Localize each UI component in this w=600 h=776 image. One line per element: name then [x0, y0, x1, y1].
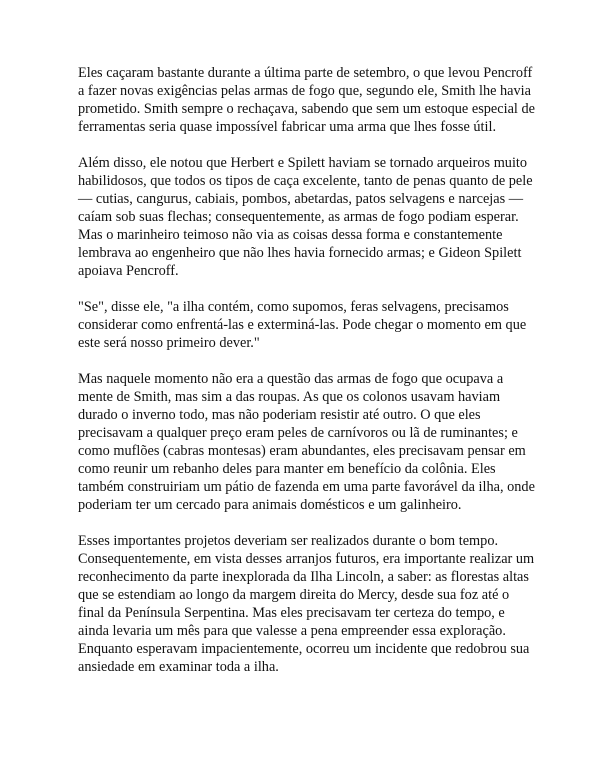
paragraph-1: Eles caçaram bastante durante a última parte de setembro, o que levou Pencroff a fazer novas exigências pelas armas de fogo que, segundo ele, Smith lhe havia prometido. Smith sempre o rechaçava, sabendo que sem um estoque especial de ferramentas seria quase impossível fabricar uma arma que lhes fosse útil.	[78, 65, 535, 135]
paragraph-3: "Se", disse ele, "a ilha contém, como supomos, feras selvagens, precisamos considerar como enfrentá-las e exterminá-las. Pode chegar o momento em que este será nosso primeiro dever."	[78, 299, 527, 351]
document-page	[78, 64, 538, 694]
paragraph-2: Além disso, ele notou que Herbert e Spilett haviam se tornado arqueiros muito habilidosos, que todos os tipos de caça excelente, tanto de penas quanto de pele — cutias, cangurus, cabiais, pombos, abetardas, patos selvagens e narcejas — caíam sob suas flechas; consequentemente, as armas de fogo podiam esperar. Mas o marinheiro teimoso não via as coisas dessa forma e constantemente lembrava ao engenheiro que não lhes havia fornecido armas; e Gideon Spilett apoiava Pencroff.	[78, 155, 533, 279]
paragraph-4: Mas naquele momento não era a questão das armas de fogo que ocupava a mente de Smith, mas sim a das roupas. As que os colonos usavam haviam durado o inverno todo, mas não poderiam resistir até outro. O que eles precisavam a qualquer preço eram peles de carnívoros ou lã de ruminantes; e como muflões (cabras montesas) eram abundantes, eles precisavam pensar em como reunir um rebanho deles para manter em benefício da colônia. Eles também construiriam um pátio de fazenda em uma parte favorável da ilha, onde poderiam ter um cercado para animais domésticos e um galinheiro.	[78, 371, 535, 513]
paragraph-5: Esses importantes projetos deveriam ser realizados durante o bom tempo. Consequentemente, em vista desses arranjos futuros, era importante realizar um reconhecimento da parte inexplorada da Ilha Lincoln, a saber: as florestas altas que se estendiam ao longo da margem direita do Mercy, desde sua foz até o final da Península Serpentina. Mas eles precisavam ter certeza do tempo, e ainda levaria um mês para que valesse a pena empreender essa exploração. Enquanto esperavam impacientemente, ocorreu um incidente que redobrou sua ansiedade em examinar toda a ilha.	[78, 533, 535, 675]
